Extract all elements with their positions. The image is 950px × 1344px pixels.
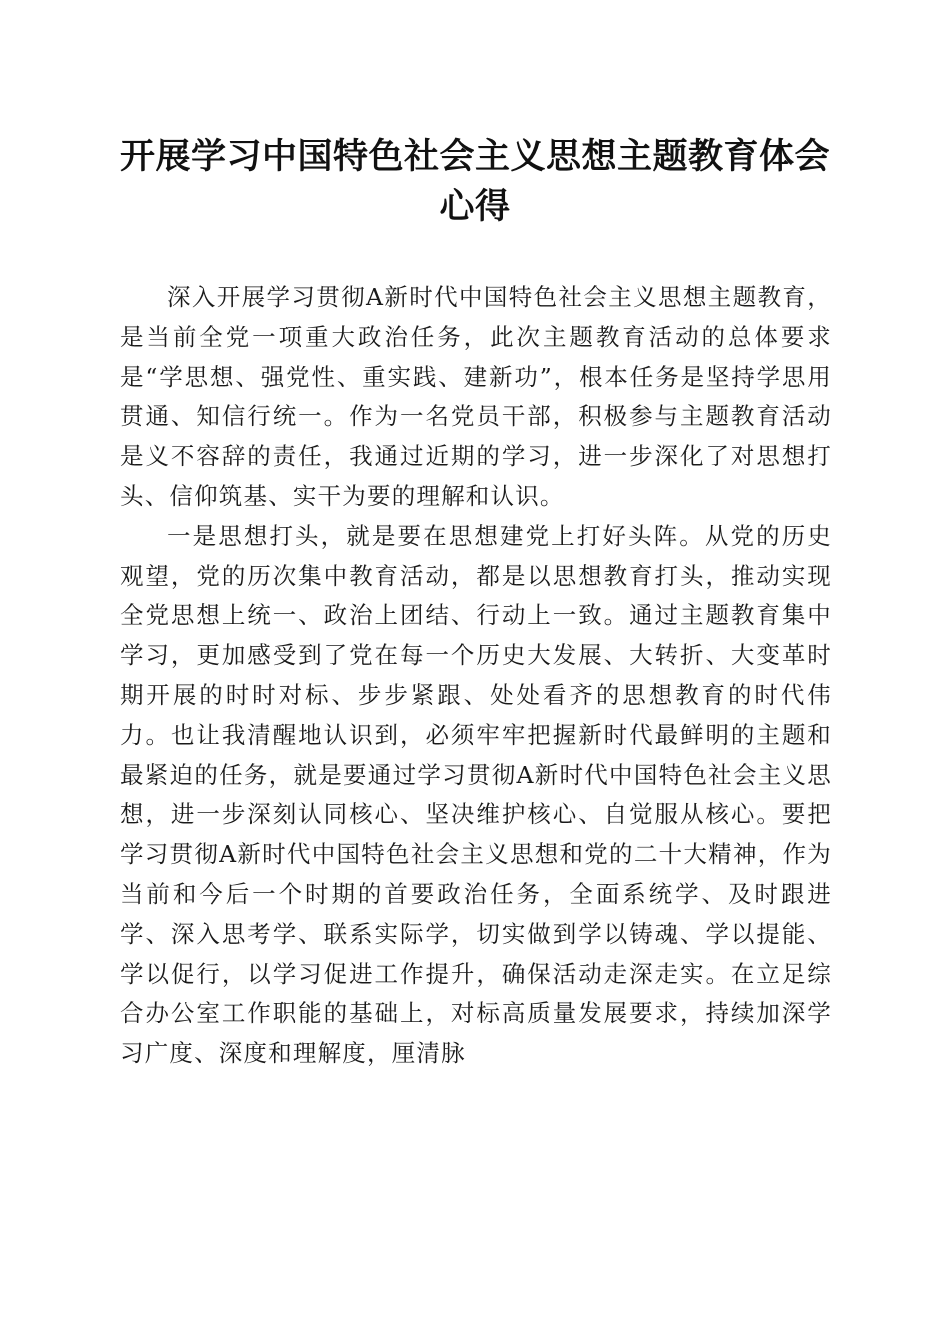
paragraph-text: 从党的历史观望，党的历次集中教育活动，都是以思想教育打头，推动实现全党思想上统一、政治上团结、行动上一致。通过主题教育集中学习，更加感受到了党在每一个历史大发展、大转折、大变革时期开展的时时对标、步步紧跟、处处看齐的思想教育的时代伟力。也让我清醒地认识到，必须牢牢把握新时代最鲜明的主题和最紧迫的任务，就是要通过学习贯彻A新时代中国特色社会主义思想，进一步深刻认同核心、坚决维护核心、自觉服从核心。要把学习贯彻A新时代中国特色社会主义思想和党的二十大精神，作为当前和今后一个时期的首要政治任务，全面系统学、及时跟进学、深入思考学、联系实际学，切实做到学以铸魂、学以提能、学以促行，以学习促进工作提升，确保活动走深走实。在立足综合办公室工作职能的基础上，对标高质量发展要求，持续加深学习广度、深度和理解度，厘清脉: [120, 521, 833, 1068]
paragraph-intro: [120, 278, 832, 517]
paragraph-lead: 一是思想打头，就是要在思想建党上打好头阵。: [167, 521, 705, 550]
paragraph-point-one: [120, 517, 832, 1074]
document-body: [120, 278, 832, 1074]
paragraph-text: 深入开展学习贯彻A新时代中国特色社会主义思想主题教育，是当前全党一项重大政治任务，此次主题教育活动的总体要求是“学思想、强党性、重实践、建新功”，根本任务是坚持学思用贯通、知信行统一。作为一名党员干部，积极参与主题教育活动是义不容辞的责任，我通过近期的学习，进一步深化了对思想打头、信仰筑基、实干为要的理解和认识。: [120, 283, 832, 510]
document-title: 开展学习中国特色社会主义思想主题教育体会心得: [119, 136, 830, 227]
